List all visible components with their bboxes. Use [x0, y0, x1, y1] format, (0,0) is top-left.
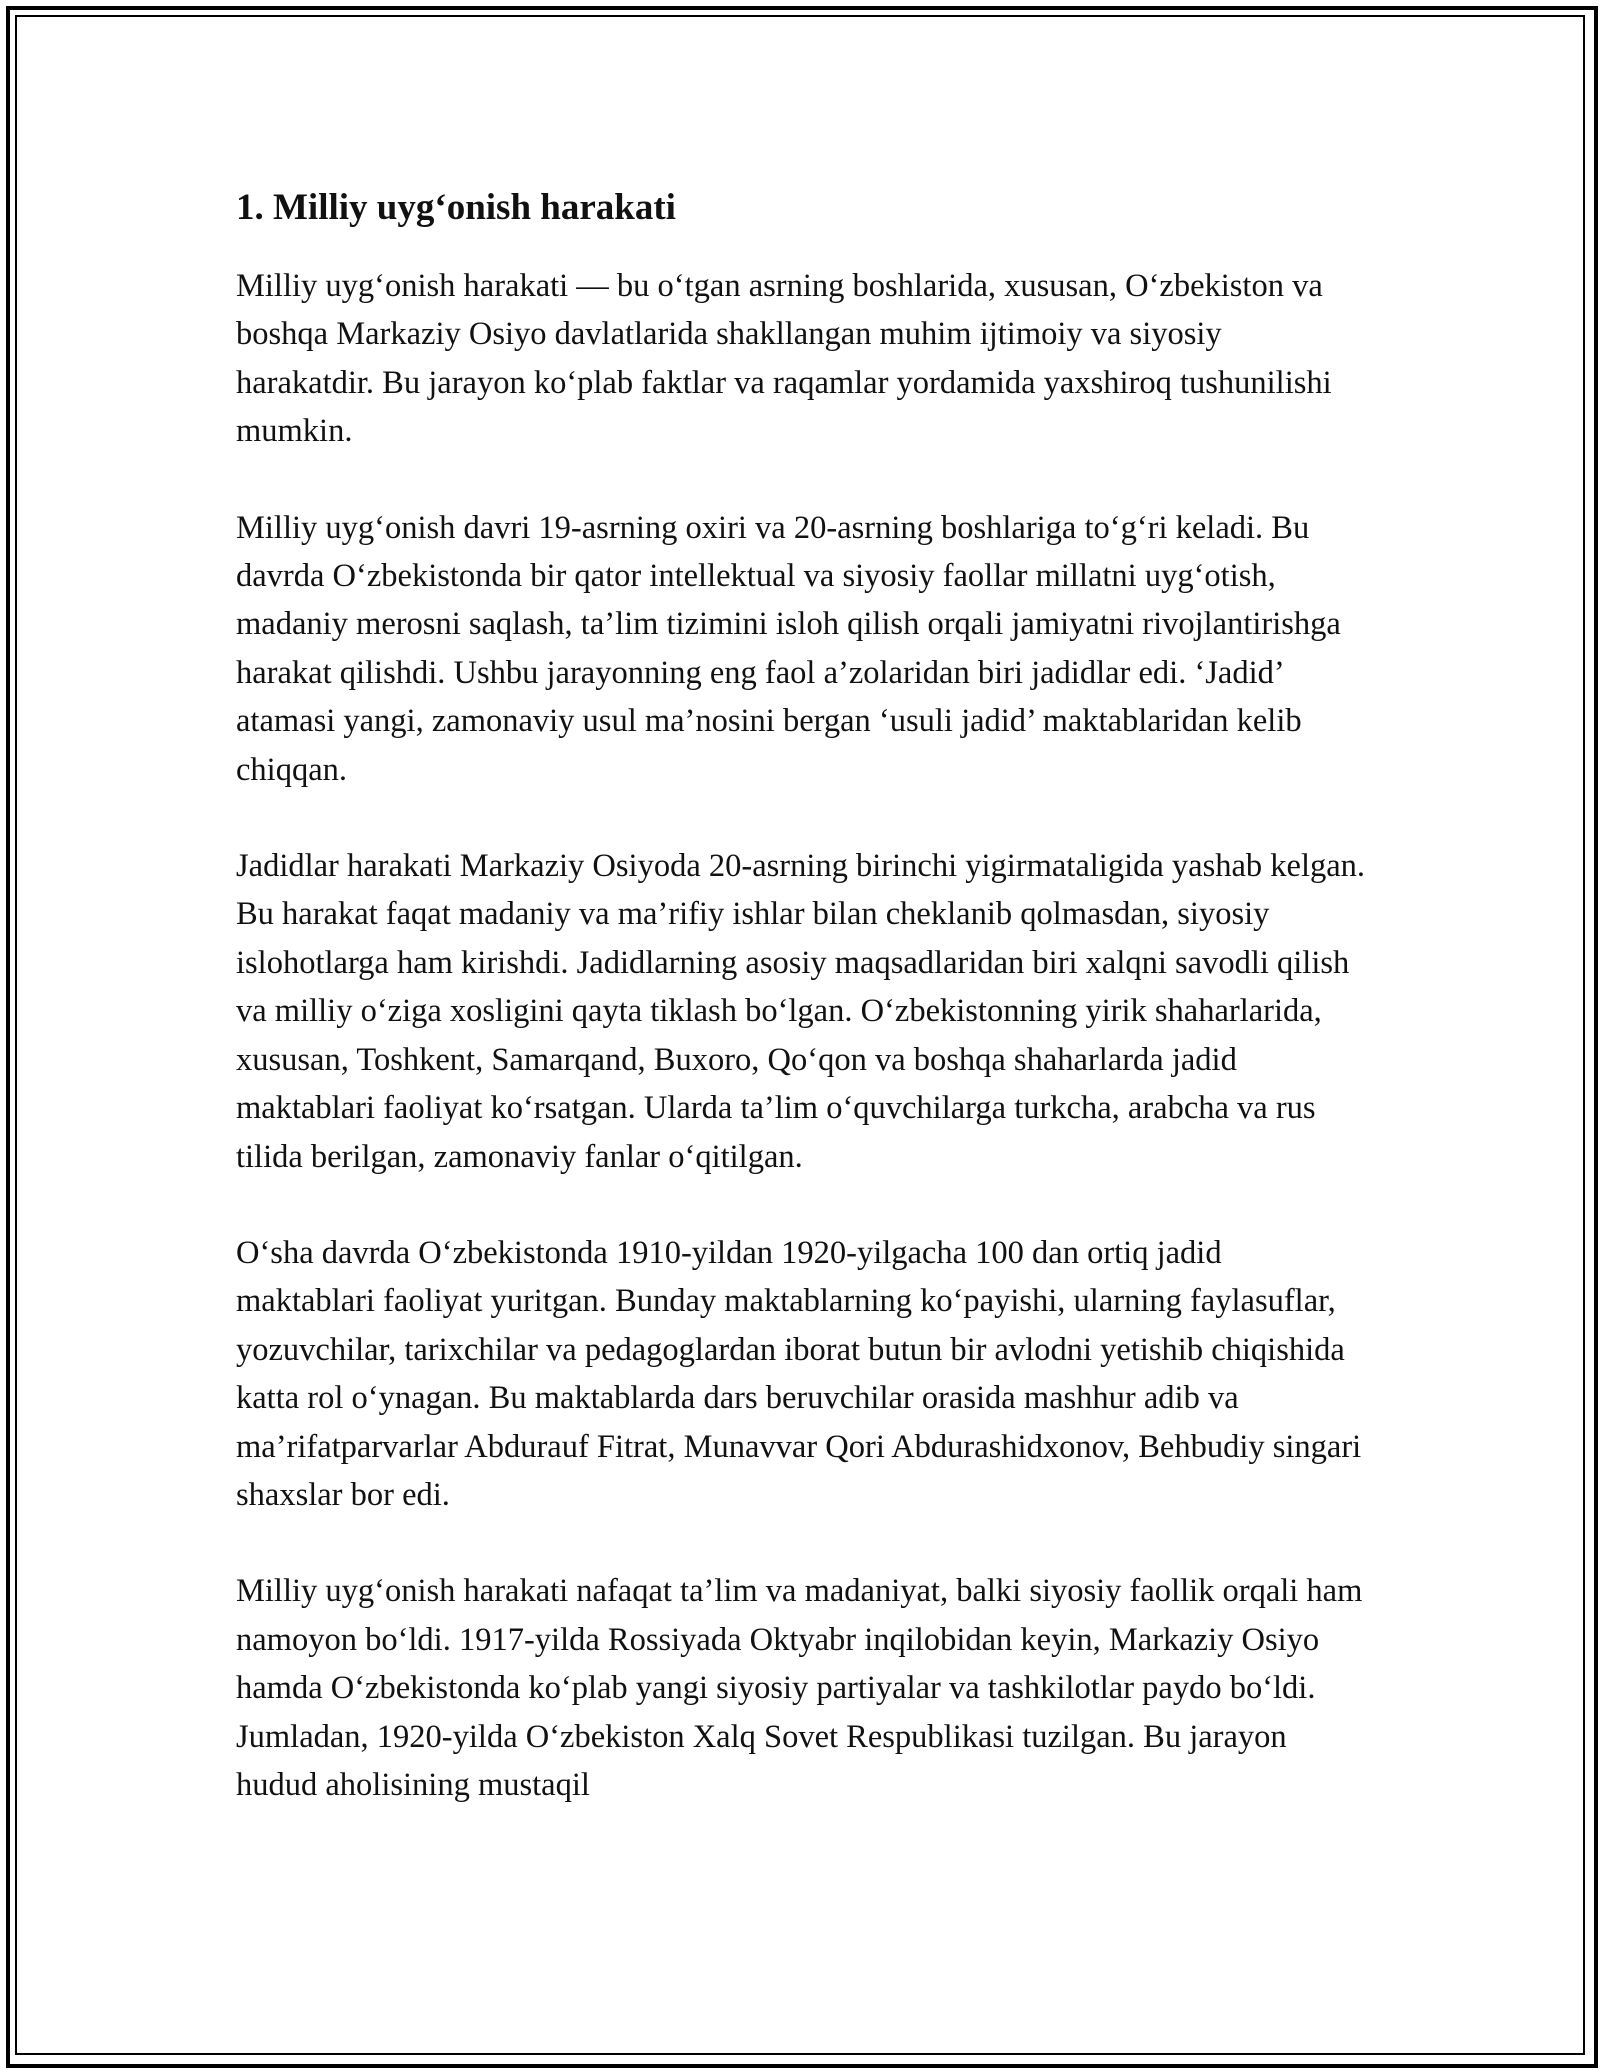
document-body	[236, 184, 1366, 1857]
paragraph-1: Milliy uyg‘onish harakati — bu o‘tgan asrning boshlarida, xususan, O‘zbekiston va boshqa Markaziy Osiyo davlatlarida shakllangan muhim ijtimoiy va siyosiy harakatdir. Bu jarayon ko‘plab faktlar va raqamlar yordamida yaxshiroq tushunilishi mumkin.	[236, 268, 1332, 450]
paragraph-4: O‘sha davrda O‘zbekistonda 1910-yildan 1920-yilgacha 100 dan ortiq jadid maktablari faoliyat yuritgan. Bunday maktablarning ko‘payishi, ularning faylasuflar, yozuvchilar, tarixchilar va pedagoglardan iborat butun bir avlodni yetishib chiqishida katta rol o‘ynagan. Bu maktablarda dars beruvchilar orasida mashhur adib va ma’rifatparvarlar Abdurauf Fitrat, Munavvar Qori Abdurashidxonov, Behbudiy singari shaxslar bor edi.	[236, 1234, 1362, 1513]
paragraph-5: Milliy uyg‘onish harakati nafaqat ta’lim va madaniyat, balki siyosiy faollik orqali ham namoyon bo‘ldi. 1917-yilda Rossiyada Oktyabr inqilobidan keyin, Markaziy Osiyo hamda O‘zbekistonda ko‘plab yangi siyosiy partiyalar va tashkilotlar paydo bo‘ldi. Jumladan, 1920-yilda O‘zbekiston Xalq Sovet Respublikasi tuzilgan. Bu jarayon hudud aholisining mustaqil	[236, 1573, 1363, 1803]
paragraph-2: Milliy uyg‘onish davri 19-asrning oxiri va 20-asrning boshlariga to‘g‘ri keladi. Bu davrda O‘zbekistonda bir qator intellektual va siyosiy faollar millatni uyg‘otish, madaniy merosni saqlash, ta’lim tizimini isloh qilish orqali jamiyatni rivojlantirishga harakat qilishdi. Ushbu jarayonning eng faol a’zolaridan biri jadidlar edi. ‘Jadid’ atamasi yangi, zamonaviy usul ma’nosini bergan ‘usuli jadid’ maktablaridan kelib chiqqan.	[236, 509, 1341, 788]
paragraph-3: Jadidlar harakati Markaziy Osiyoda 20-asrning birinchi yigirmataligida yashab kelgan. Bu harakat faqat madaniy va ma’rifiy ishlar bilan cheklanib qolmasdan, siyosiy islohotlarga ham kirishdi. Jadidlarning asosiy maqsadlaridan biri xalqni savodli qilish va milliy o‘ziga xosligini qayta tiklash bo‘lgan. O‘zbekistonning yirik shaharlarida, xususan, Toshkent, Samarqand, Buxoro, Qo‘qon va boshqa shaharlarda jadid maktablari faoliyat ko‘rsatgan. Ularda ta’lim o‘quvchilarga turkcha, arabcha va rus tilida berilgan, zamonaviy fanlar o‘qitilgan.	[236, 848, 1366, 1175]
section-title: 1. Milliy uyg‘onish harakati	[236, 187, 676, 228]
